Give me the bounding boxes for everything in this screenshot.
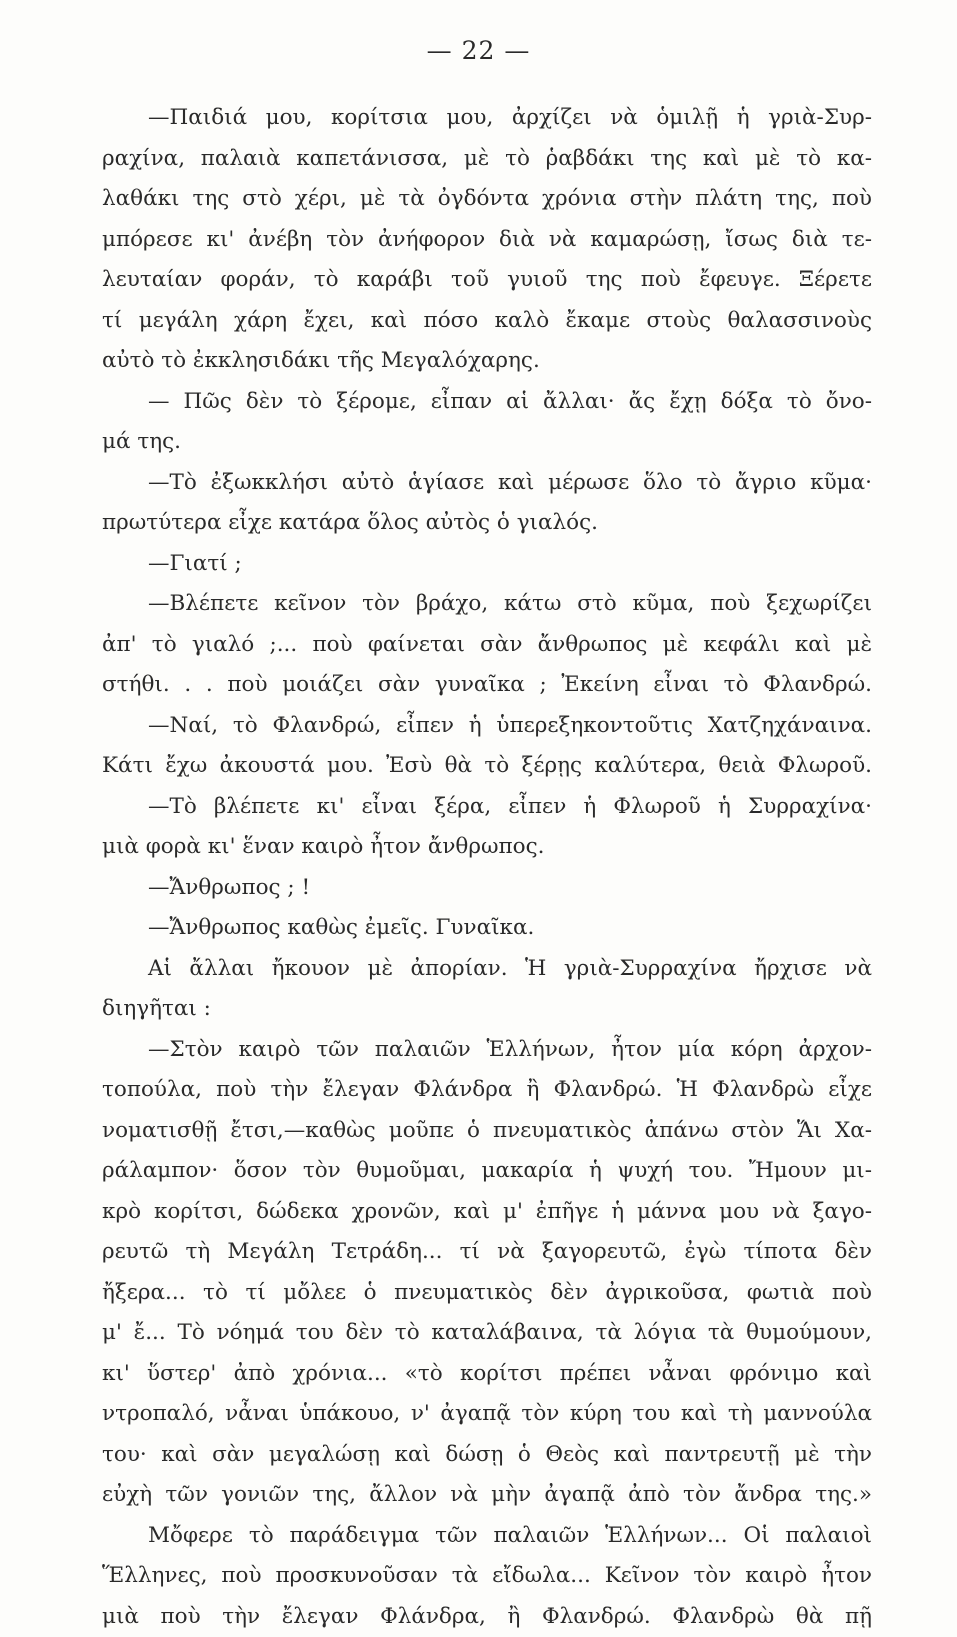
text-line: λευταίαν φοράν, τὸ καράβι τοῦ γυιοῦ της ποὺ ἔφευγε. Ξέρετε — [102, 260, 872, 301]
text-line: νοματισθῇ ἔτσι,—καθὼς μοῦπε ὁ πνευματικὸς ἀπάνω στὸν Ἅι Χα- — [102, 1111, 872, 1152]
text-line: — Πῶς δὲν τὸ ξέρομε, εἶπαν αἱ ἄλλαι· ἄς ἔχῃ δόξα τὸ ὄνο- — [102, 382, 872, 423]
text-line: —Βλέπετε κεῖνον τὸν βράχο, κάτω στὸ κῦμα, ποὺ ξεχωρίζει — [102, 584, 872, 625]
text-line: —Τὸ ἐξωκκλήσι αὐτὸ ἁγίασε καὶ μέρωσε ὅλο τὸ ἄγριο κῦμα· — [102, 463, 872, 504]
text-line: —Ναί, τὸ Φλανδρώ, εἶπεν ἡ ὑπερεξηκοντοῦτις Χατζηχάναινα. — [102, 706, 872, 747]
body-text — [102, 98, 872, 1637]
text-line: Ἕλληνες, ποὺ προσκυνοῦσαν τὰ εἴδωλα... Κεῖνον τὸν καιρὸ ἦτον — [102, 1556, 872, 1597]
text-line: τί μεγάλη χάρη ἔχει, καὶ πόσο καλὸ ἔκαμε στοὺς θαλασσινοὺς — [102, 301, 872, 342]
text-line: ἀπ' τὸ γιαλό ;... ποὺ φαίνεται σὰν ἄνθρωπος μὲ κεφάλι καὶ μὲ — [102, 625, 872, 666]
text-line: του· καὶ σὰν μεγαλώσῃ καὶ δώσῃ ὁ Θεὸς καὶ παντρευτῇ μὲ τὴν — [102, 1435, 872, 1476]
text-line: κι' ὕστερ' ἀπὸ χρόνια... «τὸ κορίτσι πρέπει νἆναι φρόνιμο καὶ — [102, 1354, 872, 1395]
text-line: —Γιατί ; — [102, 544, 872, 585]
text-line: ράλαμπον· ὅσον τὸν θυμοῦμαι, μακαρία ἡ ψυχή του. Ἤμουν μι- — [102, 1151, 872, 1192]
text-line: ραχίνα, παλαιὰ καπετάνισσα, μὲ τὸ ῥαβδάκι της καὶ μὲ τὸ κα- — [102, 139, 872, 180]
text-line: εὐχὴ τῶν γονιῶν της, ἄλλον νὰ μὴν ἀγαπᾷ ἀπὸ τὸν ἄνδρα της.» — [102, 1475, 872, 1516]
text-line: διηγῆται : — [102, 989, 872, 1030]
text-line: λαθάκι της στὸ χέρι, μὲ τὰ ὀγδόντα χρόνια στὴν πλάτη της, ποὺ — [102, 179, 872, 220]
text-line: κρὸ κορίτσι, δώδεκα χρονῶν, καὶ μ' ἐπῆγε ἡ μάννα μου νὰ ξαγο- — [102, 1192, 872, 1233]
text-line: —Ἄνθρωπος καθὼς ἐμεῖς. Γυναῖκα. — [102, 908, 872, 949]
text-line: Κάτι ἔχω ἀκουστά μου. Ἐσὺ θὰ τὸ ξέρῃς καλύτερα, θειὰ Φλωροῦ. — [102, 746, 872, 787]
page-number: — 22 — — [0, 36, 957, 65]
text-line: —Ἄνθρωπος ; ! — [102, 868, 872, 909]
text-line: —Παιδιά μου, κορίτσια μου, ἀρχίζει νὰ ὁμιλῇ ἡ γριὰ-Συρ- — [102, 98, 872, 139]
text-line: μά της. — [102, 422, 872, 463]
text-line: μ' ἔ... Τὸ νόημά του δὲν τὸ καταλάβαινα, τὰ λόγια τὰ θυμούμουν, — [102, 1313, 872, 1354]
text-line: ντροπαλό, νἆναι ὑπάκουο, ν' ἀγαπᾷ τὸν κύρη του καὶ τὴ μαννούλα — [102, 1394, 872, 1435]
text-line: ἤξερα... τὸ τί μὄλεε ὁ πνευματικὸς δὲν ἀγρικοῦσα, φωτιὰ ποὺ — [102, 1273, 872, 1314]
text-line: —Τὸ βλέπετε κι' εἶναι ξέρα, εἶπεν ἡ Φλωροῦ ἡ Συρραχίνα· — [102, 787, 872, 828]
text-line: στήθι. . . ποὺ μοιάζει σὰν γυναῖκα ; Ἐκείνη εἶναι τὸ Φλανδρώ. — [102, 665, 872, 706]
text-line: αὐτὸ τὸ ἐκκλησιδάκι τῆς Μεγαλόχαρης. — [102, 341, 872, 382]
text-line: μπόρεσε κι' ἀνέβη τὸν ἀνήφορον διὰ νὰ καμαρώσῃ, ἴσως διὰ τε- — [102, 220, 872, 261]
text-line: μιὰ φορὰ κι' ἕναν καιρὸ ἦτον ἄνθρωπος. — [102, 827, 872, 868]
text-line: πρωτύτερα εἶχε κατάρα ὅλος αὐτὸς ὁ γιαλός. — [102, 503, 872, 544]
text-line: τοπούλα, ποὺ τὴν ἔλεγαν Φλάνδρα ἢ Φλανδρώ. Ἡ Φλανδρὼ εἶχε — [102, 1070, 872, 1111]
text-line: Αἱ ἄλλαι ἤκουον μὲ ἀπορίαν. Ἡ γριὰ-Συρραχίνα ἤρχισε νὰ — [102, 949, 872, 990]
text-line: Μὄφερε τὸ παράδειγμα τῶν παλαιῶν Ἑλλήνων... Οἱ παλαιοὶ — [102, 1516, 872, 1557]
text-line: μιὰ ποὺ τὴν ἔλεγαν Φλάνδρα, ἢ Φλανδρώ. Φλανδρὼ θὰ πῇ — [102, 1597, 872, 1637]
text-line: —Στὸν καιρὸ τῶν παλαιῶν Ἑλλήνων, ἦτον μία κόρη ἀρχον- — [102, 1030, 872, 1071]
text-line: ρευτῶ τὴ Μεγάλη Τετράδη... τί νὰ ξαγορευτῶ, ἐγὼ τίποτα δὲν — [102, 1232, 872, 1273]
